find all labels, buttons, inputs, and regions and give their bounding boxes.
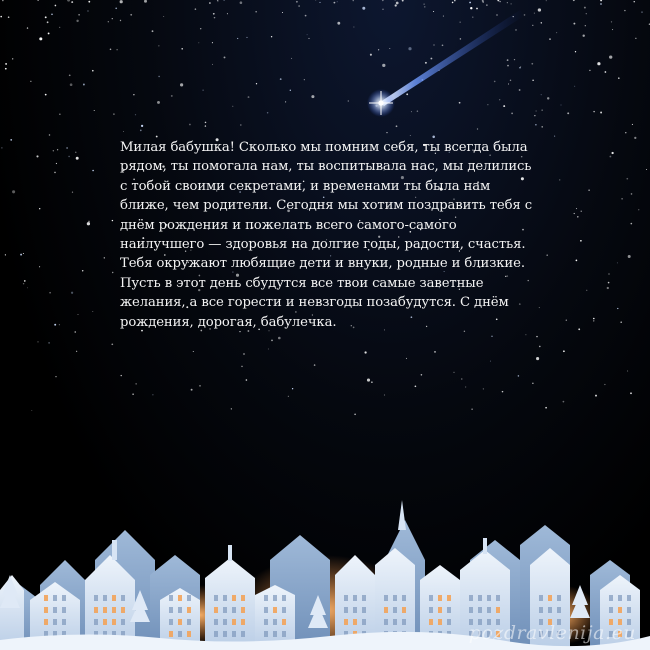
house-window	[429, 607, 433, 613]
house-window	[478, 595, 482, 601]
house-window	[178, 595, 182, 601]
house-window	[223, 607, 227, 613]
house-window	[609, 595, 613, 601]
house-window	[232, 595, 236, 601]
house-window	[223, 595, 227, 601]
house-window	[121, 607, 125, 613]
house-window	[94, 607, 98, 613]
house-window	[469, 595, 473, 601]
house-window	[241, 607, 245, 613]
house-window	[627, 607, 631, 613]
house-window	[112, 619, 116, 625]
house-window	[618, 595, 622, 601]
house-window	[264, 595, 268, 601]
house-window	[353, 607, 357, 613]
house-window	[273, 595, 277, 601]
house-window	[447, 619, 451, 625]
house-window	[264, 631, 268, 637]
house-window	[214, 595, 218, 601]
house-window	[121, 595, 125, 601]
house-window	[121, 619, 125, 625]
house-window	[496, 595, 500, 601]
house-window	[232, 619, 236, 625]
house-window	[241, 595, 245, 601]
house-window	[609, 607, 613, 613]
house-window	[353, 619, 357, 625]
house-window	[44, 595, 48, 601]
house-window	[438, 619, 442, 625]
house-window	[44, 619, 48, 625]
house-window	[214, 631, 218, 637]
house-window	[496, 607, 500, 613]
house-window	[548, 595, 552, 601]
house-window	[362, 595, 366, 601]
house-window	[214, 619, 218, 625]
house-window	[187, 595, 191, 601]
house-window	[178, 619, 182, 625]
house-window	[344, 595, 348, 601]
house-window	[362, 607, 366, 613]
house-window	[53, 607, 57, 613]
house-window	[264, 607, 268, 613]
house-window	[402, 619, 406, 625]
house-window	[384, 595, 388, 601]
house-window	[187, 619, 191, 625]
house-window	[178, 607, 182, 613]
house-window	[362, 619, 366, 625]
house-window	[344, 607, 348, 613]
house-window	[214, 607, 218, 613]
house-window	[62, 595, 66, 601]
house-window	[384, 619, 388, 625]
house-window	[438, 595, 442, 601]
house-window	[557, 607, 561, 613]
house-window	[393, 595, 397, 601]
greeting-message: Милая бабушка! Сколько мы помним себя, ты всегда была рядом, ты помогала нам, ты воспитывала нас, мы делились с тобой своими секретами, и временами ты была нам ближе, чем родители. Сегодня мы хотим поздравить тебя с днём рождения и пожелать всего самого-самого наилучшего — здоровья на долгие годы, радости, счастья. Тебя окружают любящие дети и внуки, родные и близкие. Пусть в этот день сбудутся все твои самые заветные желания, а все горести и невзгоды позабудутся. С днём рождения, дорогая, бабулечка.	[120, 140, 533, 330]
house-window	[169, 595, 173, 601]
house-window	[103, 607, 107, 613]
house-window	[53, 595, 57, 601]
house-window	[273, 619, 277, 625]
house-window	[344, 619, 348, 625]
house-window	[393, 607, 397, 613]
house-window	[264, 619, 268, 625]
house-window	[402, 595, 406, 601]
site-watermark: pozdravlenija.eu	[468, 622, 636, 644]
house-window	[103, 595, 107, 601]
house-window	[353, 595, 357, 601]
house-window	[94, 595, 98, 601]
house-window	[478, 607, 482, 613]
house-window	[169, 607, 173, 613]
house-window	[282, 607, 286, 613]
house-window	[241, 631, 245, 637]
house-window	[429, 595, 433, 601]
house-window	[384, 607, 388, 613]
house-window	[232, 631, 236, 637]
house-window	[539, 607, 543, 613]
house-window	[178, 631, 182, 637]
house-window	[112, 607, 116, 613]
house-window	[487, 607, 491, 613]
house-window	[187, 607, 191, 613]
house-window	[223, 619, 227, 625]
house-window	[627, 595, 631, 601]
house-window	[282, 631, 286, 637]
house-window	[62, 619, 66, 625]
house-window	[223, 631, 227, 637]
house-window	[103, 619, 107, 625]
house-window	[438, 607, 442, 613]
house-window	[273, 631, 277, 637]
house-window	[429, 619, 433, 625]
house-window	[539, 595, 543, 601]
house-window	[469, 607, 473, 613]
house-window	[618, 607, 622, 613]
house-window	[487, 595, 491, 601]
house-window	[53, 619, 57, 625]
house-window	[169, 619, 173, 625]
house-window	[94, 619, 98, 625]
house-window	[447, 595, 451, 601]
house-window	[273, 607, 277, 613]
house-window	[402, 607, 406, 613]
house-window	[548, 607, 552, 613]
house-window	[282, 619, 286, 625]
house-window	[187, 631, 191, 637]
house-window	[112, 595, 116, 601]
house-window	[241, 619, 245, 625]
house-window	[393, 619, 397, 625]
house-window	[447, 607, 451, 613]
house-window	[62, 607, 66, 613]
house-window	[232, 607, 236, 613]
house-window	[282, 595, 286, 601]
house-window	[169, 631, 173, 637]
house-window	[557, 595, 561, 601]
house-window	[44, 607, 48, 613]
